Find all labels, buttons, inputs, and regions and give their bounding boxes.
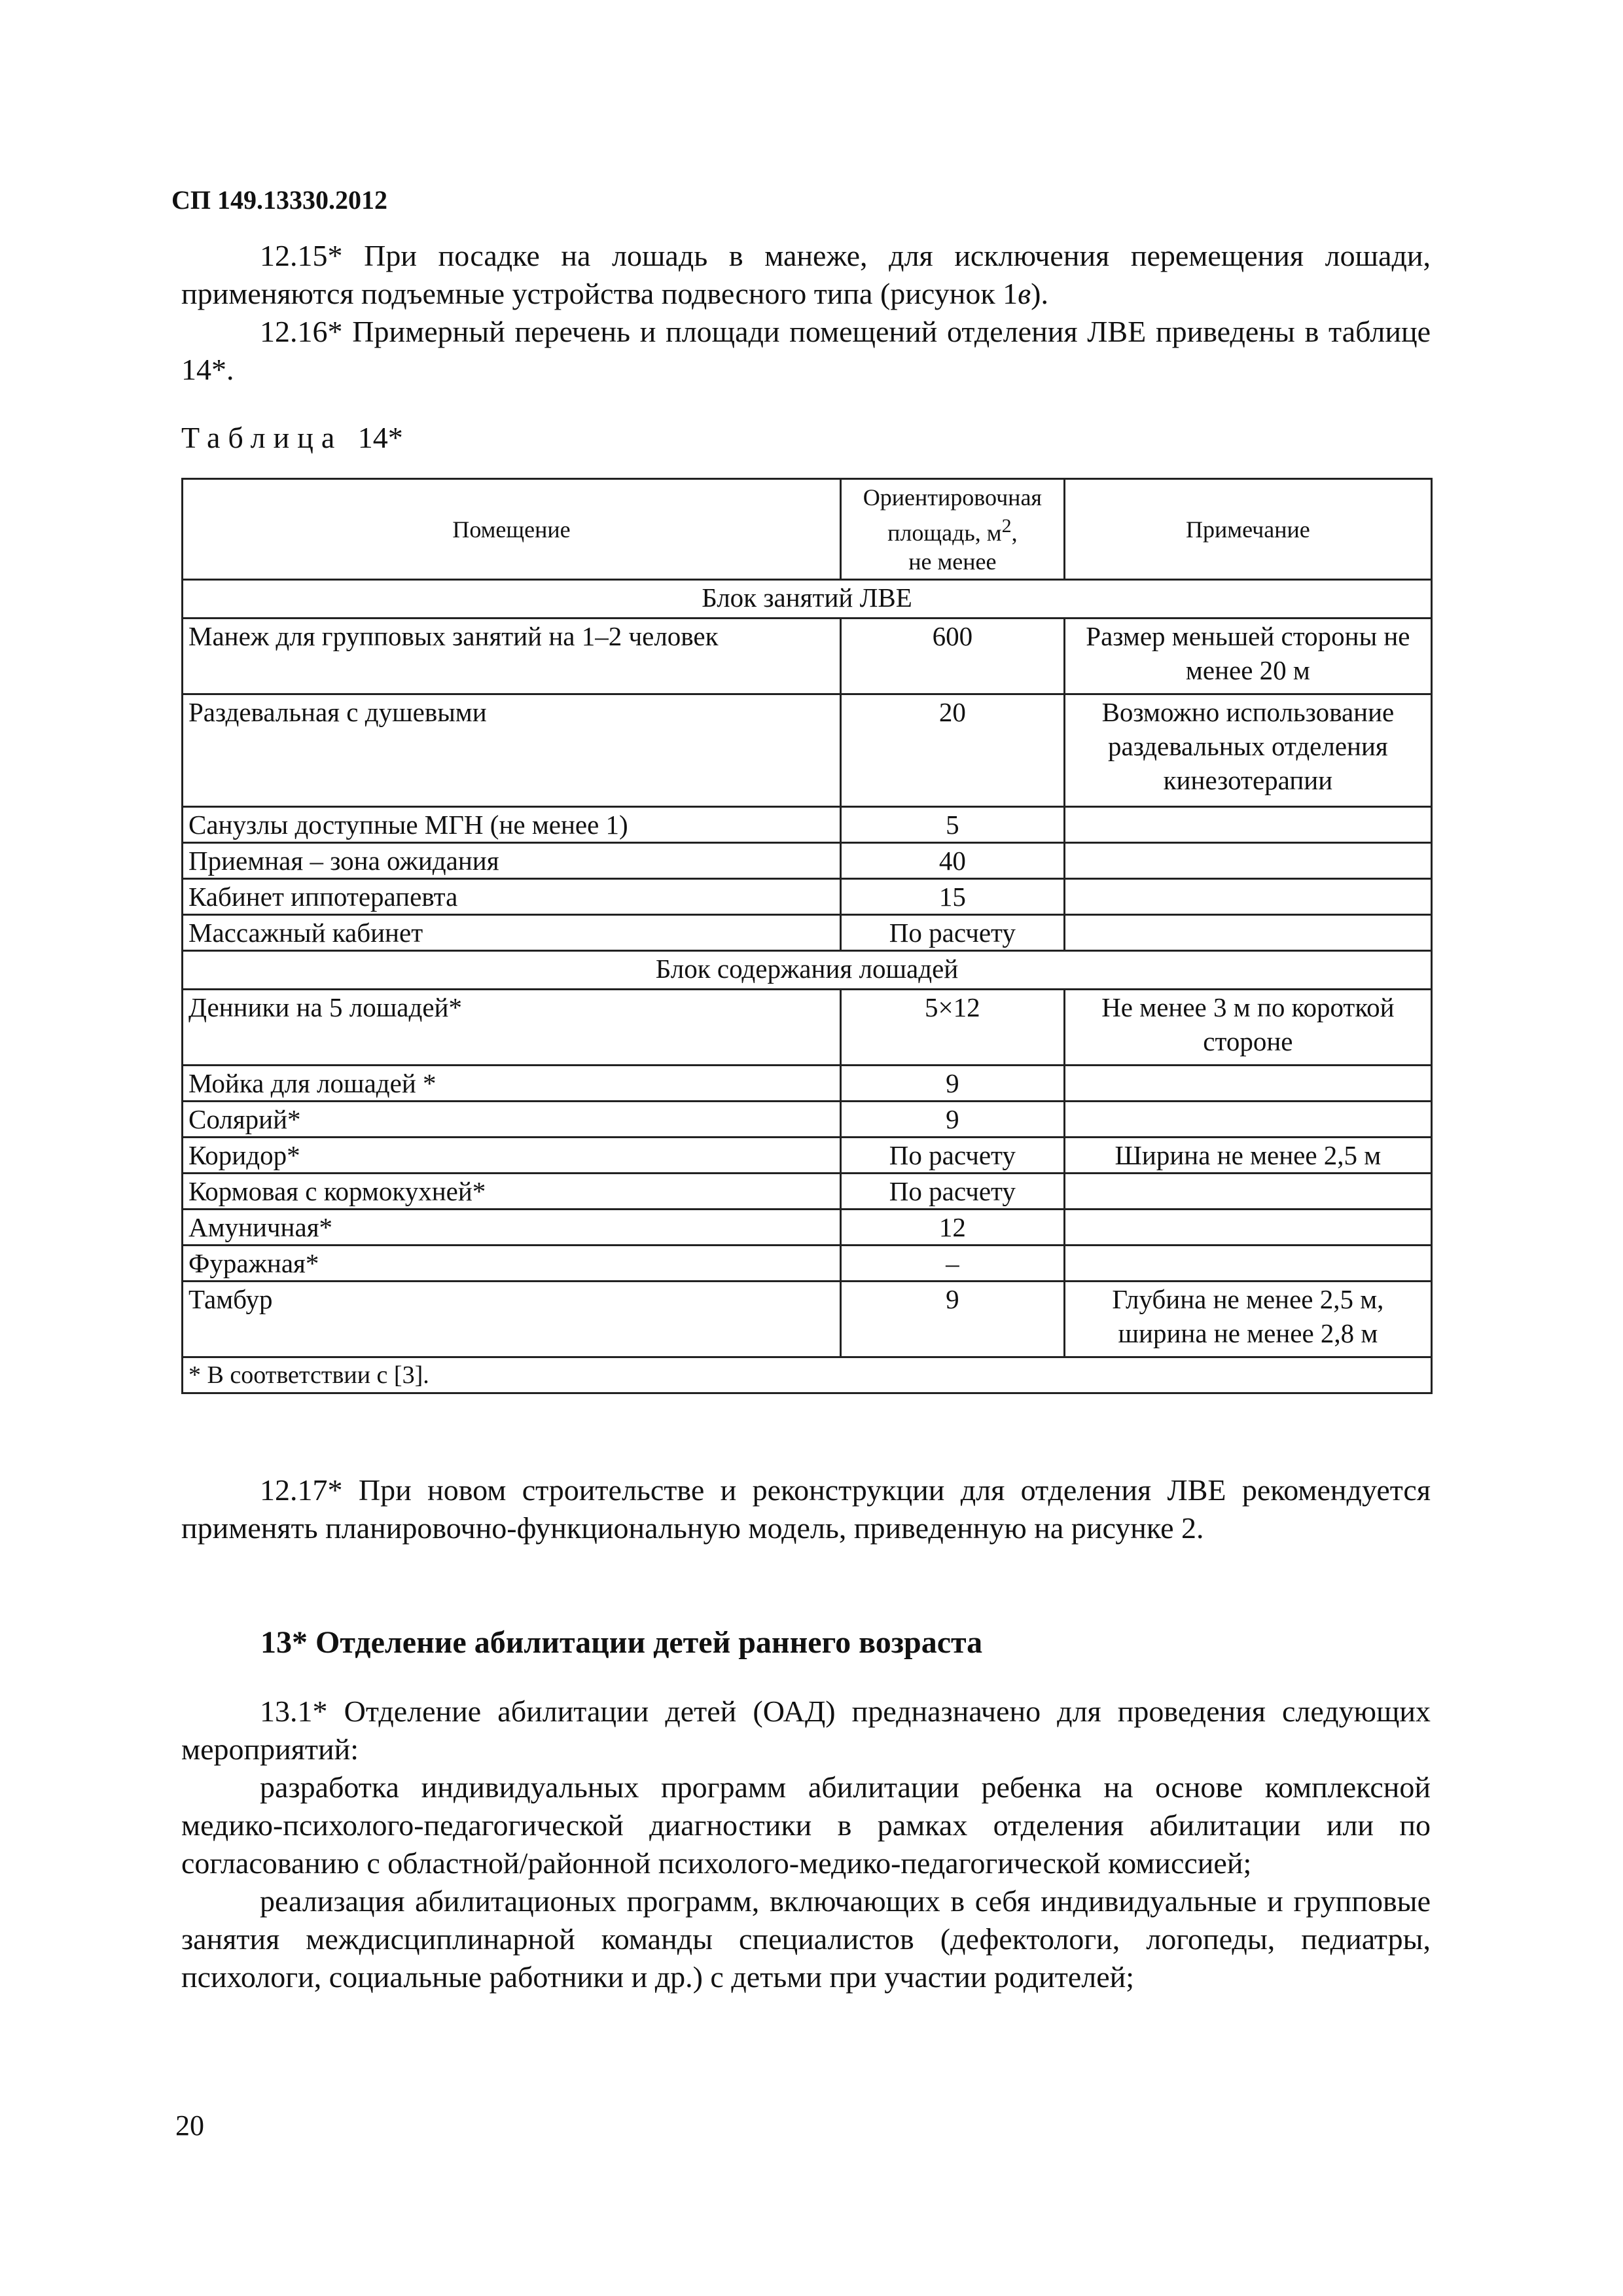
header-note: Примечание bbox=[1064, 479, 1431, 580]
table-header-row bbox=[183, 479, 1432, 580]
paragraph-12-15: 12.15* При посадке на лошадь в манеже, для исключения перемещения лошади, применяются подъемные устройства подвесного типа (рисунок 1в). bbox=[181, 239, 1431, 310]
table-row: Фуражная* – bbox=[183, 1246, 1432, 1282]
table-row: Манеж для групповых занятий на 1–2 человек 600 Размер меньшей стороны не менее 20 м bbox=[183, 619, 1432, 694]
table-row: Мойка для лошадей * 9 bbox=[183, 1066, 1432, 1102]
table-row: Денники на 5 лошадей* 5×12 Не менее 3 м по короткой стороне bbox=[183, 990, 1432, 1066]
table-row: Санузлы доступные МГН (не менее 1) 5 bbox=[183, 807, 1432, 843]
table-row: Амуничная* 12 bbox=[183, 1210, 1432, 1246]
table-row: Солярий* 9 bbox=[183, 1102, 1432, 1138]
table-row: Массажный кабинет По расчету bbox=[183, 915, 1432, 951]
table-row: Кабинет иппотерапевта 15 bbox=[183, 879, 1432, 915]
paragraph-12-16: 12.16* Примерный перечень и площади помещений отделения ЛВЕ приведены в таблице 14*. bbox=[181, 315, 1431, 386]
section-row: Блок содержания лошадей bbox=[183, 951, 1432, 990]
table-footnote-row: * В соответствии с [3]. bbox=[183, 1357, 1432, 1393]
intro-paragraphs bbox=[181, 237, 1431, 389]
header-room: Помещение bbox=[183, 479, 841, 580]
rooms-table bbox=[181, 478, 1433, 1394]
paragraph-12-17-block bbox=[181, 1471, 1431, 1547]
table-row: Приемная – зона ожидания 40 bbox=[183, 843, 1432, 879]
document-code: СП 149.13330.2012 bbox=[171, 185, 387, 215]
table-row: Коридор* По расчету Ширина не менее 2,5 м bbox=[183, 1138, 1432, 1174]
section-heading: 13* Отделение абилитации детей раннего возраста bbox=[260, 1625, 983, 1660]
paragraph-item-1: разработка индивидуальных программ абилитации ребенка на основе комплексной медико-психолого-педагогической диагностики в рамках отделения абилитации или по согласованию с областной/районной психолого-медико-педагогической комиссией; bbox=[181, 1770, 1431, 1880]
page-number: 20 bbox=[175, 2109, 204, 2142]
table-row: Кормовая с кормокухней* По расчету bbox=[183, 1174, 1432, 1210]
table-row: Тамбур 9 Глубина не менее 2,5 м, ширина не менее 2,8 м bbox=[183, 1282, 1432, 1357]
paragraph-item-2: реализация абилитационых программ, включающих в себя индивидуальные и групповые занятия междисциплинарной команды специалистов (дефектологи, логопеды, педиатры, психологи, социальные работники и др.) с детьми при участии родителей; bbox=[181, 1884, 1431, 1994]
section-row: Блок занятий ЛВЕ bbox=[183, 580, 1432, 619]
header-area: Ориентировочная площадь, $м^2$, не менее bbox=[840, 479, 1064, 580]
table-row: Раздевальная с душевыми 20 Возможно использование раздевальных отделения кинезотерапии bbox=[183, 694, 1432, 807]
section-13-paragraphs bbox=[181, 1693, 1431, 1996]
table-caption: Таблица 14* bbox=[181, 421, 403, 454]
paragraph-12-17: 12.17* При новом строительстве и реконструкции для отделения ЛВЕ рекомендуется применять планировочно-функциональную модель, приведенную на рисунке 2. bbox=[181, 1473, 1431, 1545]
paragraph-13-1: 13.1* Отделение абилитации детей (ОАД) предназначено для проведения следующих мероприятий: bbox=[181, 1695, 1431, 1766]
